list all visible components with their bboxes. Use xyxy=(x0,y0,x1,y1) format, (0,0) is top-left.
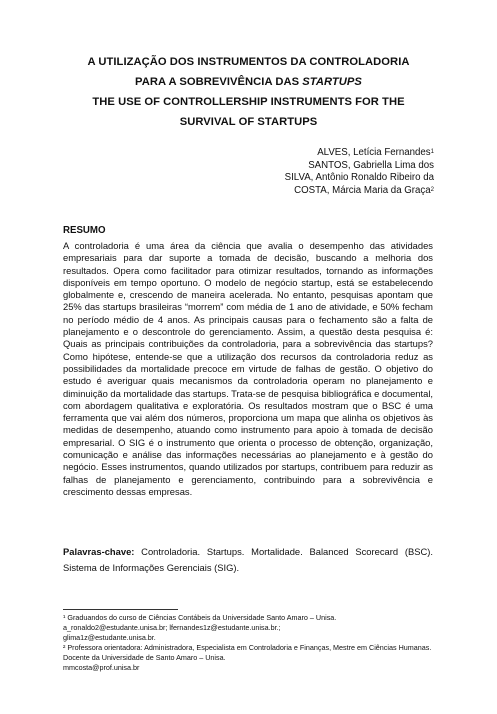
author-line xyxy=(285,147,434,160)
author-footnote-mark: 2 xyxy=(430,187,434,194)
footnote-divider xyxy=(63,609,178,610)
keywords-label: Palavras-chave: xyxy=(63,546,135,557)
paper-title xyxy=(40,52,457,132)
abstract-heading: RESUMO xyxy=(63,225,106,236)
footnote-line: ² Professora orientadora: Administradora, Especialista em Controladoria e Finanças, Mestre em Ciências Humanas. Docente da Universidade de Santo Amaro – Unisa. xyxy=(63,642,432,662)
author-name: ALVES, Letícia Fernandes xyxy=(317,147,431,158)
title-pt-line1: A UTILIZAÇÃO DOS INSTRUMENTOS DA CONTROLADORIA xyxy=(87,56,410,68)
author-name: SILVA, Antônio Ronaldo Ribeiro da xyxy=(284,172,434,184)
author-name: SANTOS, Gabriella Lima dos xyxy=(308,159,434,171)
abstract-body xyxy=(63,240,433,498)
author-list xyxy=(285,147,434,198)
footnotes xyxy=(63,613,438,672)
keywords-text: Controladoria. Startups. Mortalidade. Balanced Scorecard (BSC). Sistema de Informações Gerenciais (SIG). xyxy=(63,546,433,573)
title-pt-line2-prefix: PARA A SOBREVIVÊNCIA DAS xyxy=(135,76,303,88)
title-pt-line2-italic: STARTUPS xyxy=(302,76,362,88)
footnote-line: glima1z@estudante.unisa.br. xyxy=(63,632,156,642)
author-line xyxy=(285,160,434,173)
keywords xyxy=(63,544,433,576)
title-pt-line2 xyxy=(40,72,457,92)
footnote-line: mmcosta@prof.unisa.br xyxy=(63,662,140,672)
footnote-line: ¹ Graduandos do curso de Ciências Contábeis da Universidade Santo Amaro – Unisa. xyxy=(63,613,337,622)
author-line xyxy=(285,185,434,198)
footnote-line: a_ronaldo2@estudante.unisa.br; lfernandes1z@estudante.unisa.br.; xyxy=(63,622,281,632)
title-en-line2: SURVIVAL OF STARTUPS xyxy=(179,116,318,128)
author-name: COSTA, Márcia Maria da Graça xyxy=(294,185,431,197)
abstract-text: A controladoria é uma área da ciência que avalia o desempenho das atividades empresariais para dar suporte a tomada de decisão, buscando a melhoria dos resultados. Opera como facilitador para otimizar resultados, tornando as informações disponíveis em tempo oportuno. O modelo de negócio startup, está se estabelecendo globalmente e, crescendo de maneira acelerada. No entanto, pesquisas apontam que 25% das startups brasileiras “morrem” com média de 1 ano de atividade, e 50% fecham no período médio de 4 anos. As principais causas para o fechamento são a falta de planejamento e o descontrole do gerenciamento. Assim, a questão desta pesquisa é: Quais as principais contribuições da controladoria, para a sobrevivência das startups? Como hipótese, entende-se que a utilização dos recursos da controladoria reduz as possibilidades da mortalidade precoce em virtude de falhas de gestão. O objetivo do estudo é averiguar quais mecanismos da controladoria operam no planejamento e diminuição da mortalidade das startups. Trata-se de pesquisa bibliográfica e documental, com abordagem qualitativa e exploratória. Os resultados mostram que o BSC é uma ferramenta que vai além dos números, proporciona um mapa que alinha os objetivos às medidas de desempenho, atuando como instrumento para apoio à tomada de decisão empresarial. O SIG é o instrumento que orienta o processo de obtenção, organização, comunicação e análise das informações necessárias ao planejamento e à gestão do negócio. Esses instrumentos, quando utilizados por startups, contribuem para reduzir as falhas de planejamento e gerenciamento, contribuindo para a sobrevivência e crescimento dessas empresas. xyxy=(63,240,434,497)
title-en-line1: THE USE OF CONTROLLERSHIP INSTRUMENTS FOR THE xyxy=(92,96,405,108)
author-footnote-mark: 1 xyxy=(430,149,434,155)
author-line xyxy=(285,172,434,185)
